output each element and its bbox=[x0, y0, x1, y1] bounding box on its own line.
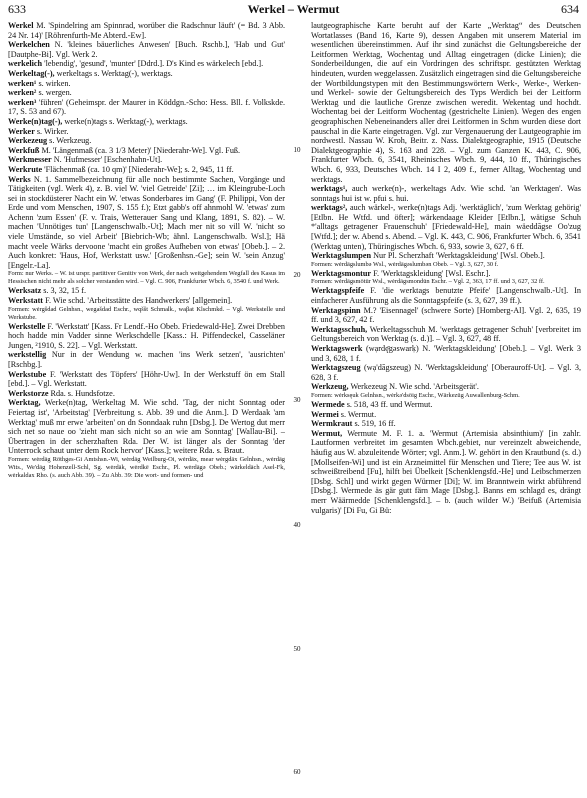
entry-headword: werken³ bbox=[8, 97, 37, 107]
entry-text: s. Wirker. bbox=[36, 126, 69, 136]
entry-text: s. Werkzeug. bbox=[49, 136, 92, 146]
dictionary-entry bbox=[311, 21, 581, 184]
entry-text: Formen: wėrksęuk Gelnhsn., wėrkə'dsöig Eschr., Wärkezüg Auwallenburg-Schm. bbox=[311, 391, 520, 399]
entry-text: N. 'Hufmesser' [Eschenhahn-Ut]. bbox=[53, 155, 163, 165]
entry-headword: Werktagsmontur bbox=[311, 268, 372, 278]
entry-note bbox=[311, 392, 581, 400]
entry-headword: Wermede bbox=[311, 399, 345, 409]
entry-note bbox=[311, 278, 581, 286]
entry-text: Formen: wėrdāg Röthges-Gi Amtshsn.-Wi, wėrdāg Weilburg-Oi, wėrdāx, mear wėrgdāx Gelnhsn., wėrdāg Wits., We'dāg Hohenzell-Schl, Sg. wėrdāk, wėrdkē Eschr., Pl. wėrdāgə Obeb.; wärkeldāch Asel-Fk, wėrkaldax Rho. (s. auch Abb. 39). – Zu Abb. 39: Die wort- und formen- und bbox=[8, 455, 285, 479]
entry-headword: Werkfuß bbox=[8, 145, 40, 155]
entry-note bbox=[8, 456, 285, 480]
running-title: Werkel – Wermut bbox=[247, 2, 340, 16]
entry-text: M. 'Spindelring am Spinnrad, worüber die Radschnur läuft' (= Bd. 3 Abb. 24 Nr. 14)' [Röhrenfurth-Me Abterd.-Ew]. bbox=[8, 21, 285, 40]
dictionary-entry bbox=[8, 59, 285, 69]
entry-headword: Wermkraut bbox=[311, 419, 353, 429]
entry-headword: Werksatz bbox=[8, 286, 42, 296]
dictionary-entry bbox=[8, 286, 285, 296]
entry-text: F. 'die werktags benutzte Pfeife' [Langenschwalb.-Ut]. In einfacherer Ausführung als die Sonntagspfeife (s. 3, 627, 39 ff.). bbox=[311, 286, 581, 306]
line-number-gutter bbox=[287, 21, 309, 793]
entry-headword: werktags², bbox=[311, 203, 348, 213]
dictionary-entry bbox=[8, 350, 285, 369]
entry-text: Werke(n)tag, Werkeltag M. Wie schd. 'Tag, der nicht Sonntag oder Feiertag ist', 'Arbeitstag' [Verbreitung s. Abb. 39 und die Anm.]. D Werdaak 'am Werktag' muß mr erwe 'arbeiten' on dn Sonndaak ruhn [Dsbg.]. De Wertog dut merr sich net so naue oo 'zieht man sich nicht so an wie am Sonntag' [Wallau-Bi]. – Übertragen in der scherzhaften Rda. Der W. ist länger als der Sonntag 'der Unterrock schaut unter dem Rock hervor' [Kass.]; weitere Rda. s. Braut. bbox=[8, 398, 285, 456]
entry-text: auch wärkel-, werke(n)tags Adj. 'werktäglich', 'zum Werktag gehörig' [Etlbn. He Wtfd. und öfter]; wärkendaage Kleider [Etlbn.], wätigse Schuh *'alltags getragener Frauenschuh' [Friedewald-He], main wäeddāgse Oo'zug [Wtfd.]; der w. Abend s. Abend. – Vgl. K. 443, C. 906, Frankfurter Wbch. 6, 3541 (Werktag unten), Thüringisches Wbch. 6, 933, sowie 3, 627, 6 ff. bbox=[311, 203, 581, 251]
dictionary-entry bbox=[8, 322, 285, 351]
entry-text: lautgeographische Karte beruht auf der Karte „Werktag“ des Deutschen Wortatlasses (Band 16, Karte 9), dessen Angaben mit unserem Material im wesentlichen übereinstimmen. Auf ihr sind zunächst die Geltungsbereiche der Leitformen Werktag, Wochentag und Alltag eingetragen (dicke Linien); die Sonderbeildungen, die auf ein Vordringen des schriftspr. gestützten Werktag hindeuten, wurden weggelassen. Zusätzlich eingetragen sind die Geltungsbereiche der Wortbildungstypen mit den Bestimmungswörtern Werk-, Werke-, Werken- und Werkel- sowie der Geltungsbereich des Typs Werdich bei der Leitform Werktag und die lautliche Grenze zwischen weredit. Wekentag und hochdt. Wochentag bei der Leitform Wochentag (gestrichelte Linien). Wegen des engen geographischen Nebeneinanders aller drei Leitformen in Schm wurden diese dort pauschal in die Karte eingetragen. Vgl. zur Vergenauerung der Lautgeographie im nordwestl. Nassau W. Kroh, Beitr. z. Nass. Dialektgeographie, 1915 (Deutsche Dialektgeographie 4), S. 163 and 228. – Vgl. zum Ganzen K. 443, C. 906, Frankfurter Wbch. 6, 3541, Rheinisches Wbch. 9, 444, 10 ff., Thüringisches Wbch. 6, 933, Deutsches Wbch. 14 I 2, 409 f., ferner Alltag, Wochentag und werktags. bbox=[311, 21, 581, 184]
entry-headword: Werker bbox=[8, 126, 35, 136]
entry-headword: Werktagslumpen bbox=[311, 251, 372, 261]
dictionary-entry bbox=[8, 40, 285, 59]
entry-text: s. wirken. bbox=[38, 78, 71, 88]
entry-headword: Werkel bbox=[8, 21, 34, 30]
entry-text: Nur in der Wendung w. machen 'ins Werk setzen', 'ausrichten' [Rschbg.]. bbox=[8, 350, 285, 369]
entry-text: F. 'Werktagskleidung' [Wsl. Eschr.]. bbox=[373, 268, 491, 278]
entry-headword: Wermut, bbox=[311, 428, 343, 438]
dictionary-entry bbox=[311, 400, 581, 410]
dictionary-entry bbox=[8, 69, 285, 79]
entry-headword: Werks bbox=[8, 174, 31, 184]
entry-headword: werken¹ bbox=[8, 78, 37, 88]
entry-text: werke(n)tags s. Werktag(-), werktags. bbox=[64, 116, 188, 126]
entry-headword: Werktagszeug bbox=[311, 363, 361, 373]
left-column bbox=[8, 21, 285, 793]
dictionary-entry bbox=[311, 325, 581, 344]
entry-headword: werkelich bbox=[8, 59, 43, 69]
line-number: 50 bbox=[293, 645, 301, 653]
line-number: 20 bbox=[293, 271, 301, 279]
dictionary-entry bbox=[8, 136, 285, 146]
entry-text: auch werke(n)-, werkeltags Adv. Wie schd. 'an Werktagen'. Was sonntags hui ist w. pfui s. hui. bbox=[311, 184, 581, 203]
entry-text: Werkezeug N. Wie schd. 'Arbeitsgerät'. bbox=[350, 382, 479, 392]
line-number: 30 bbox=[293, 396, 301, 404]
entry-text: Nur Pl. Scherzhaft 'Werktagskleidung' [Wsl. Obeb.]. bbox=[373, 251, 545, 261]
dictionary-entry bbox=[311, 382, 581, 392]
dictionary-entry bbox=[8, 21, 285, 40]
dictionary-entry bbox=[311, 203, 581, 251]
dictionary-entry bbox=[311, 286, 581, 305]
entry-headword: Werkstelle bbox=[8, 321, 46, 331]
dictionary-entry bbox=[8, 370, 285, 389]
dictionary-entry bbox=[311, 429, 581, 515]
entry-text: F. 'Werkstatt des Töpfers' [Höhr-Uw]. In der Werkstuff ön em Stall [ebd.]. – Vgl. Werkstatt. bbox=[8, 369, 285, 389]
entry-headword: Werkstorze bbox=[8, 388, 49, 398]
entry-headword: werkstellig bbox=[8, 350, 47, 360]
dictionary-entry bbox=[8, 155, 285, 165]
dictionary-entry bbox=[8, 175, 285, 271]
entry-text: Rda. s. Hundsfotze. bbox=[50, 388, 115, 398]
page-header bbox=[8, 2, 579, 20]
entry-text: s. wergen. bbox=[38, 88, 72, 98]
dictionary-entry bbox=[8, 165, 285, 175]
entry-text: Formen: wėrdāgsmōtūr Wsl., wėrdāgsmondūn Eschr. – Vgl. 2, 363, 17 ff. und 3, 627, 32 ff. bbox=[311, 278, 545, 286]
entry-text: M. 'Längenmaß (ca. 3 1/3 Meter)' [Niederahr-We]. Vgl. Fuß. bbox=[41, 145, 241, 155]
line-number: 40 bbox=[293, 521, 301, 529]
entry-text: werkeltags s. Werktag(-), werktags. bbox=[56, 68, 173, 78]
entry-text: F. 'Werkstatt' [Kass. Fr Lendf.-Ho Obeb. Friedewald-He]. Zwei Drebben hoch hadde min Vadder sinne Werkschdelle [Kass.: H. Piffendeckel, Casseläner Jungen, ²1910, S. 22]. – Vgl. Werkstatt. bbox=[8, 321, 285, 350]
dictionary-entry bbox=[8, 296, 285, 306]
entry-text: s. 3, 32, 15 f. bbox=[43, 286, 87, 296]
page-number-left: 633 bbox=[8, 2, 26, 16]
entry-headword: Werktagsschuh, bbox=[311, 324, 368, 334]
entry-text: N. 'kleines bäuerliches Anwesen' [Buch. Rschb.], 'Hab und Gut' [Dautphe-Bi]. Vgl. Werk 2. bbox=[8, 40, 285, 59]
line-number: 60 bbox=[293, 768, 301, 776]
dictionary-entry bbox=[311, 269, 581, 279]
dictionary-entry bbox=[8, 389, 285, 399]
right-column bbox=[311, 21, 581, 793]
dictionary-entry bbox=[311, 184, 581, 203]
dictionary-entry bbox=[8, 98, 285, 117]
entry-headword: werktags¹, bbox=[311, 184, 348, 194]
page-number-right: 634 bbox=[561, 2, 579, 16]
entry-text: Formen: wėrgšdad Gelnhsn., wegašdad Eschr., wqššt Schmalk., waβat Klschmkd. – Vgl. Werkstelle und Werkstube. bbox=[8, 305, 285, 321]
entry-text: 'führen' (Geheimspr. der Maurer in Köddgn.-Scho: Hess. Bll. f. Volkskde. 17, S. 53 and 67). bbox=[8, 97, 285, 117]
entry-headword: Werkmesser bbox=[8, 155, 52, 165]
entry-headword: Werkstube bbox=[8, 369, 47, 379]
entry-headword: Wermei bbox=[311, 409, 339, 419]
entry-text: F. Wie schd. 'Arbeitsstätte des Handwerkers' [allgemein]. bbox=[45, 296, 233, 306]
entry-text: s. 518, 43 ff. und Wermut. bbox=[346, 399, 433, 409]
entry-headword: Werkrute bbox=[8, 164, 43, 174]
dictionary-entry bbox=[311, 419, 581, 429]
entry-text: s. 519, 16 ff. bbox=[354, 419, 396, 429]
entry-headword: werken² bbox=[8, 88, 37, 98]
entry-text: (wạrdę̄gəswarḳ) N. 'Werktagskleidung' [Obeb.]. – Vgl. Werk 3 und 3, 628, 1 f. bbox=[311, 344, 581, 363]
entry-text: 'Flächenmaß (ca. 10 qm)' [Niederahr-We]; s. 2, 945, 11 ff. bbox=[44, 164, 234, 174]
entry-text: Werkeltagsschuh M. 'werktags getragener Schuh' [verbreitet im Geltungsbereich von Werktag (s. d.)]. – Vgl. 3, 627, 48 ff. bbox=[311, 324, 581, 344]
line-number: 10 bbox=[293, 146, 301, 154]
entry-headword: Werktagswerk bbox=[311, 344, 363, 353]
dictionary-entry bbox=[8, 79, 285, 89]
dictionary-entry bbox=[8, 88, 285, 98]
entry-note bbox=[311, 261, 581, 269]
entry-headword: Werkezeug bbox=[8, 136, 48, 146]
entry-text: Wermute M. F. 1. a. 'Wermut (Artemisia absinthium)' [in zahlr. Lautformen verbreitet im gesamten Wbch.gebiet, nur vereinzelt abweichende, häufig aus W. abzuleitende Wörter; vgl. Anm.]. W. gehört in den Krautbund (s. d.) [Mollseifen-Wi] und ist ein Arzneimittel für Menschen und Tiere; Tee aus W. ist schweißtreibend [Fu], hilft bei Übelkeit [Schenklengsfd.-He] und Leibschmerzen [Dsbg. Schl] und wirkt gegen Würmer [Di]; W. im Branntwein wirkt abführend [Dsbg.]. Wermede äs gär gutt färn Mage [Dsbg.]. Banns em schlagd es, drängt merr Wäärmedde [Schenklengsfd.]. – b. (auch wilder W.) 'Beifuß (Artemisia vulgaris)' [Di Fu, Gi Bü: bbox=[311, 428, 581, 515]
entry-text: N. 1. Sammelbezeichnung für alle noch bestimmte Sachen, Vorgänge und Tätigkeiten (vgl. Werk 4), z. B. viel W. 'viel Getreide' [Zi]; … im Kleingrube-Loch sei in stockdüsterer Nacht ein W. 'etwas Sonderbares im Gang' (F. Philippi, Von der Erde und vom Menschen, 1907, S. 155 f.); Etzt gabb's off ahnmohl W. 'etwas' zum Achenn 'zum Essen' (F. v. Trais, Wetterauer Sang und Klang, 1891, S. 82). – W. machen 'Unnötiges tun' [Langenschwalb.-Ut]; Mach mer nit so vill W. 'nicht so viele Umstände, so viel Arbeit' [Biebrich-Wb; ähnl. Langenschwalb. Wsl.]; Hä macht veele Wärks dervoone 'macht ein großes Aufheben von etwas' [Obeb.]. – 2. Auch konkret: 'Haus, Hof, Werkstatt usw.' [Großenhsn.-Ge]; sein W. 'sein Anzug' [Engelr.-La]. bbox=[8, 174, 285, 270]
entry-text: (wạ'dāgszeug) N. 'Werktagskleidung' [Oberauroff-Ut]. – Vgl. 3, 628, 3 f. bbox=[311, 363, 581, 382]
entry-text: s. Wermut. bbox=[340, 409, 377, 419]
entry-headword: Werktagspinn bbox=[311, 305, 361, 315]
dictionary-entry bbox=[311, 306, 581, 325]
dictionary-entry bbox=[311, 344, 581, 363]
dictionary-entry bbox=[8, 146, 285, 156]
entry-headword: Werke(n)tag(-), bbox=[8, 116, 63, 126]
dictionary-entry bbox=[8, 398, 285, 456]
entry-text: 'lebendig', 'gesund', 'munter' [Ddrd.]. D's Kind es wärkelech [ebd.]. bbox=[44, 59, 264, 69]
entry-headword: Werkzeug, bbox=[311, 382, 349, 392]
entry-text: Formen: wėrdāgslumbə Wsl., wėrdāgəslumbən Obeb. – Vgl. 3, 627, 30 f. bbox=[311, 260, 499, 268]
dictionary-entry bbox=[8, 127, 285, 137]
entry-headword: Werktagspfeife bbox=[311, 286, 365, 296]
dictionary-entry bbox=[8, 117, 285, 127]
dictionary-entry bbox=[311, 363, 581, 382]
entry-headword: Werkeltag(-), bbox=[8, 68, 55, 78]
entry-headword: Werkstatt bbox=[8, 296, 44, 306]
entry-headword: Werkelchen bbox=[8, 40, 50, 50]
entry-note bbox=[8, 306, 285, 322]
entry-note bbox=[8, 270, 285, 286]
entry-text: M.? 'Eisennagel' (schwere Sorte) [Homberg-Al]. Vgl. 2, 635, 19 ff. und 3, 627, 42 f. bbox=[311, 305, 581, 325]
dictionary-entry bbox=[311, 410, 581, 420]
entry-headword: Werktag, bbox=[8, 398, 41, 408]
dictionary-entry bbox=[311, 251, 581, 261]
entry-text: Form: nur Werks. – W. ist urspr. partitiver Genitiv von Werk, der nach weitgehendem Wegfall des Kasus im Hessischen nicht mehr als solcher verstanden wird. – Vgl. C. 906, Frankfurter Wbch. 6, 3540 f. und Werk. bbox=[8, 270, 285, 286]
